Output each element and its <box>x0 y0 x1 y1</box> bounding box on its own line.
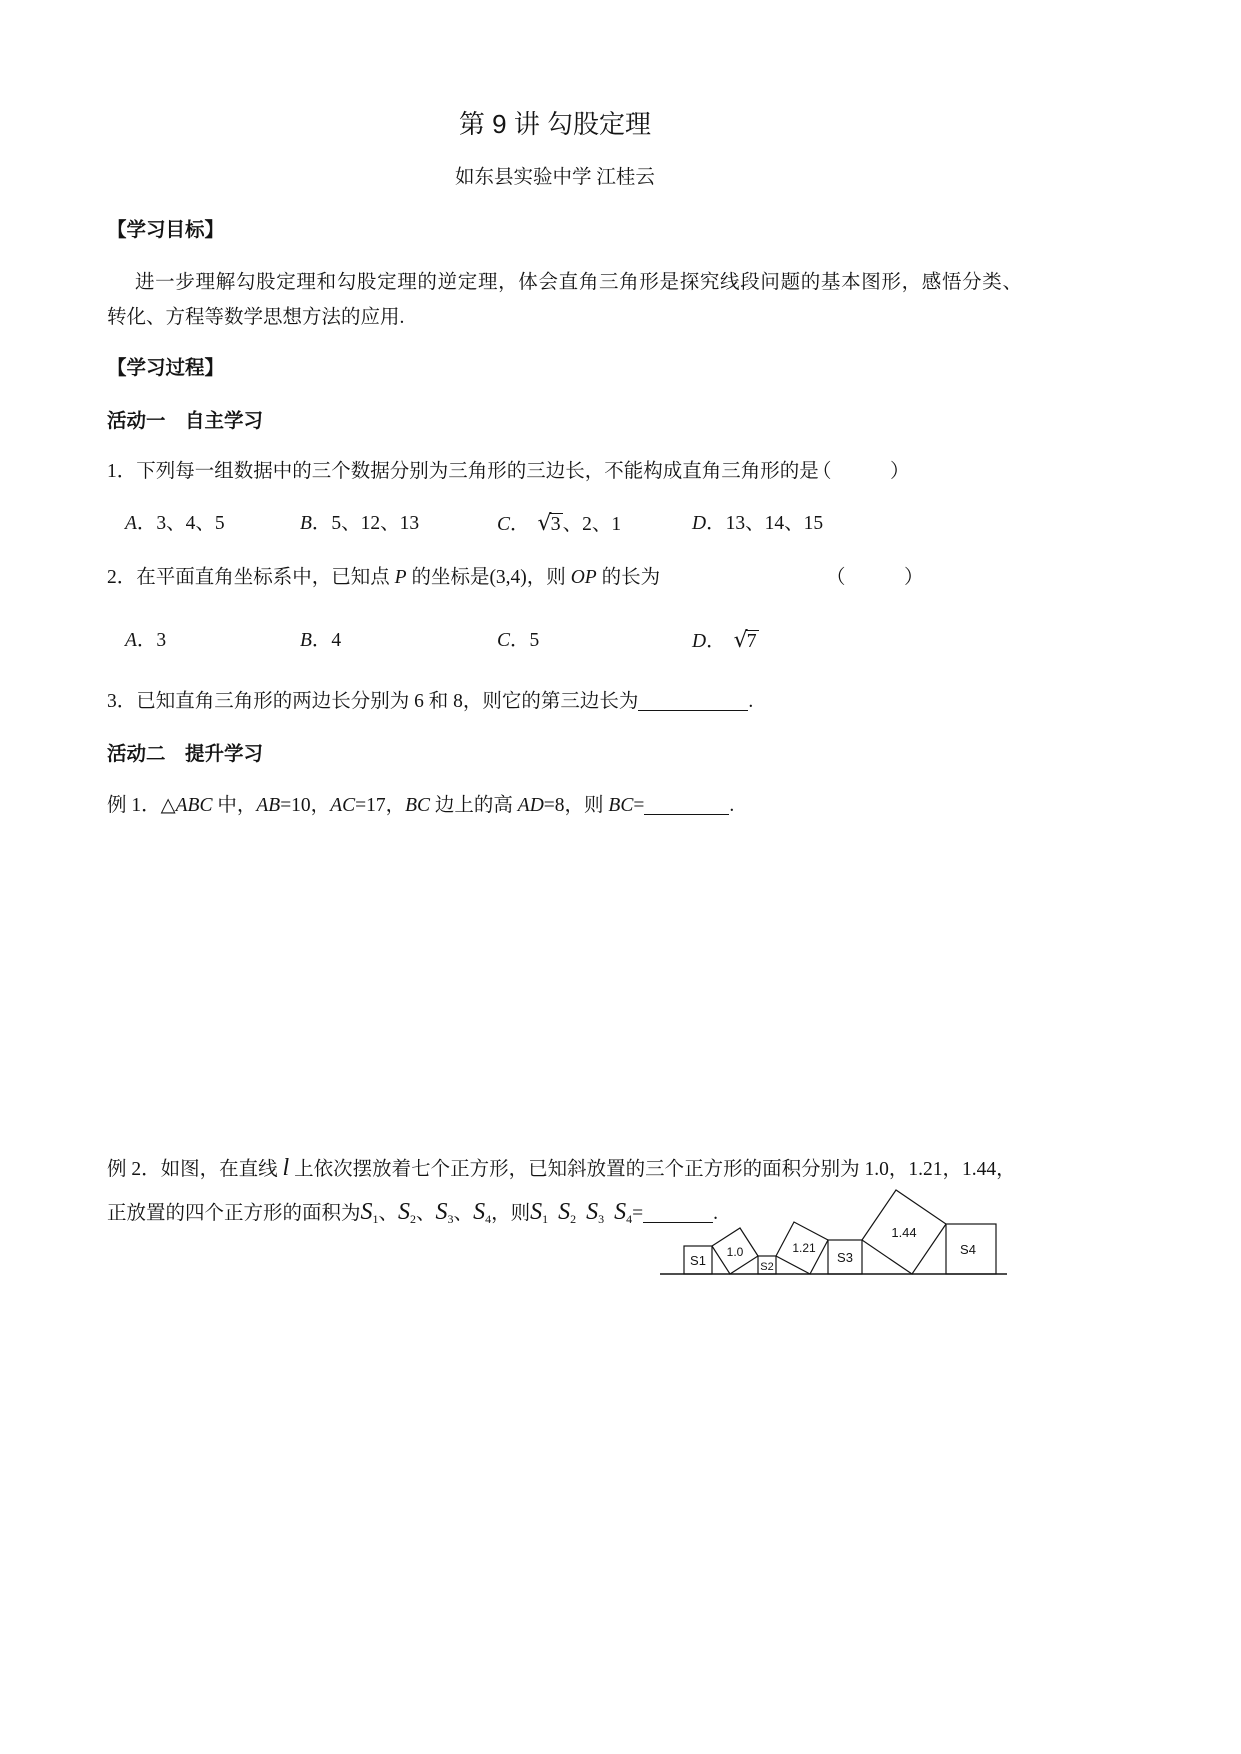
option-text: ．5 <box>510 630 540 651</box>
squares-on-line-figure <box>655 1180 1015 1280</box>
label-s4: S4 <box>960 1242 976 1257</box>
question-1-option-b <box>300 510 419 538</box>
math-var-ad: AD <box>517 795 544 816</box>
option-letter: B <box>300 513 312 534</box>
sum-term-s4 <box>614 1199 632 1225</box>
var-base: S <box>586 1199 599 1225</box>
var-base: S <box>614 1199 627 1225</box>
math-var-s2 <box>398 1199 416 1225</box>
var-base: S <box>558 1199 571 1225</box>
option-text: ．4 <box>311 630 342 651</box>
stem-text: 的坐标是(3,4)，则 <box>406 567 571 588</box>
question-2-stem <box>107 564 660 592</box>
label-tilted-3: 1.44 <box>891 1225 917 1240</box>
math-var-s1 <box>361 1199 379 1225</box>
label-s2: S2 <box>760 1261 774 1273</box>
goals-line-1: 进一步理解勾股定理和勾股定理的逆定理，体会直角三角形是探究线段问题的基本图形，感悟分类、 <box>135 272 1022 293</box>
var-subscript: 4 <box>485 1212 492 1226</box>
question-2-option-b <box>300 627 341 655</box>
answer-blank <box>638 692 748 711</box>
question-2-option-d <box>692 627 759 656</box>
label-s3: S3 <box>837 1250 853 1265</box>
period: . <box>713 1203 718 1224</box>
separator: 、 <box>453 1203 474 1224</box>
sum-term-s1 <box>530 1199 548 1225</box>
example-text: 边上的高 <box>430 795 518 816</box>
var-subscript: 1 <box>542 1212 549 1226</box>
math-var-s3 <box>436 1199 454 1225</box>
math-var-ab: AB <box>256 795 281 816</box>
equals-sign: = <box>632 1203 644 1224</box>
example-text: ，则 <box>491 1203 531 1224</box>
goals-line-2: 转化、方程等数学思想方法的应用. <box>107 307 405 328</box>
math-var-ac: AC <box>330 795 356 816</box>
math-var-abc: ABC <box>175 795 213 816</box>
lesson-title: 第 9 讲 勾股定理 <box>458 109 652 139</box>
var-subscript: 4 <box>626 1212 633 1226</box>
example-text: 正放置的四个正方形的面积为 <box>107 1203 361 1224</box>
option-letter: B <box>300 630 312 651</box>
math-var-l: l <box>282 1155 290 1181</box>
separator: 、 <box>416 1203 436 1224</box>
question-2-answer-parentheses: （ ） <box>826 567 924 588</box>
example-1 <box>107 792 734 820</box>
radical-sign: √ <box>733 628 748 653</box>
option-text-rest: 、2、1 <box>562 514 622 535</box>
option-letter: A <box>125 513 137 534</box>
option-letter: C <box>497 514 511 535</box>
section-heading-goals: 【学习目标】 <box>107 219 225 241</box>
period: . <box>729 795 735 816</box>
label-s1: S1 <box>690 1253 706 1268</box>
var-base: S <box>530 1199 543 1225</box>
example-text: 中， <box>212 795 257 816</box>
option-text: ． <box>706 631 726 652</box>
activity-2-heading: 活动二 提升学习 <box>107 743 264 765</box>
example-text: 例 2．如图，在直线 <box>107 1159 283 1180</box>
example-text: =8，则 <box>543 795 609 816</box>
math-var-bc: BC <box>608 795 634 816</box>
question-2-option-a <box>125 627 166 655</box>
var-subscript: 3 <box>447 1212 454 1226</box>
example-2-line-2 <box>107 1198 718 1233</box>
var-base: S <box>360 1199 373 1225</box>
question-1-stem: 1．下列每一组数据中的三个数据分别为三角形的三边长，不能构成直角三角形的是 <box>107 461 819 482</box>
option-letter: A <box>125 630 137 651</box>
option-text: ．3、4、5 <box>136 513 225 534</box>
radicand: 3 <box>550 513 561 535</box>
option-text: ． <box>510 514 530 535</box>
example-text: 例 1．△ <box>107 795 176 816</box>
option-text: ．13、14、15 <box>706 513 824 534</box>
math-var-op: OP <box>570 567 597 588</box>
math-var-bc: BC <box>405 795 431 816</box>
stem-text: 的长为 <box>596 567 661 588</box>
math-var-s4 <box>473 1199 491 1225</box>
question-3 <box>107 688 753 716</box>
activity-1-heading: 活动一 自主学习 <box>107 410 264 432</box>
question-1-option-a <box>125 510 225 538</box>
label-tilted-1: 1.0 <box>726 1245 744 1259</box>
example-text: =17， <box>355 795 406 816</box>
sum-term-s2 <box>558 1199 576 1225</box>
option-letter: D <box>692 631 707 652</box>
question-1-answer-parentheses: （ ） <box>812 461 910 482</box>
var-subscript: 3 <box>598 1212 605 1226</box>
sum-term-s3 <box>586 1199 604 1225</box>
var-subscript: 2 <box>410 1212 417 1226</box>
label-tilted-2: 1.21 <box>792 1241 816 1255</box>
example-text: =10， <box>280 795 331 816</box>
var-base: S <box>473 1199 486 1225</box>
option-text: ．3 <box>136 630 167 651</box>
separator: 、 <box>378 1203 399 1224</box>
option-letter: C <box>497 630 511 651</box>
math-var-p: P <box>394 567 407 588</box>
option-text: ．5、12、13 <box>311 513 420 534</box>
question-1-option-d <box>692 510 823 538</box>
section-heading-process: 【学习过程】 <box>107 357 225 379</box>
radical-sign: √ <box>537 511 552 536</box>
radicand: 7 <box>746 630 757 652</box>
question-1-option-c <box>497 510 621 539</box>
var-base: S <box>398 1199 411 1225</box>
var-subscript: 2 <box>570 1212 577 1226</box>
answer-blank <box>644 796 729 815</box>
stem-text: 2．在平面直角坐标系中，已知点 <box>107 567 395 588</box>
var-base: S <box>435 1199 448 1225</box>
question-3-stem: 3．已知直角三角形的两边长分别为 6 和 8，则它的第三边长为 <box>107 691 639 712</box>
example-text: 上依次摆放着七个正方形，已知斜放置的三个正方形的面积分别为 1.0，1.21，1.44， <box>289 1159 1016 1180</box>
question-2-option-c <box>497 627 539 655</box>
var-subscript: 1 <box>372 1212 379 1226</box>
author-line: 如东县实验中学 江桂云 <box>455 167 655 188</box>
period: . <box>748 691 754 712</box>
example-text: = <box>633 795 645 816</box>
option-letter: D <box>692 513 707 534</box>
